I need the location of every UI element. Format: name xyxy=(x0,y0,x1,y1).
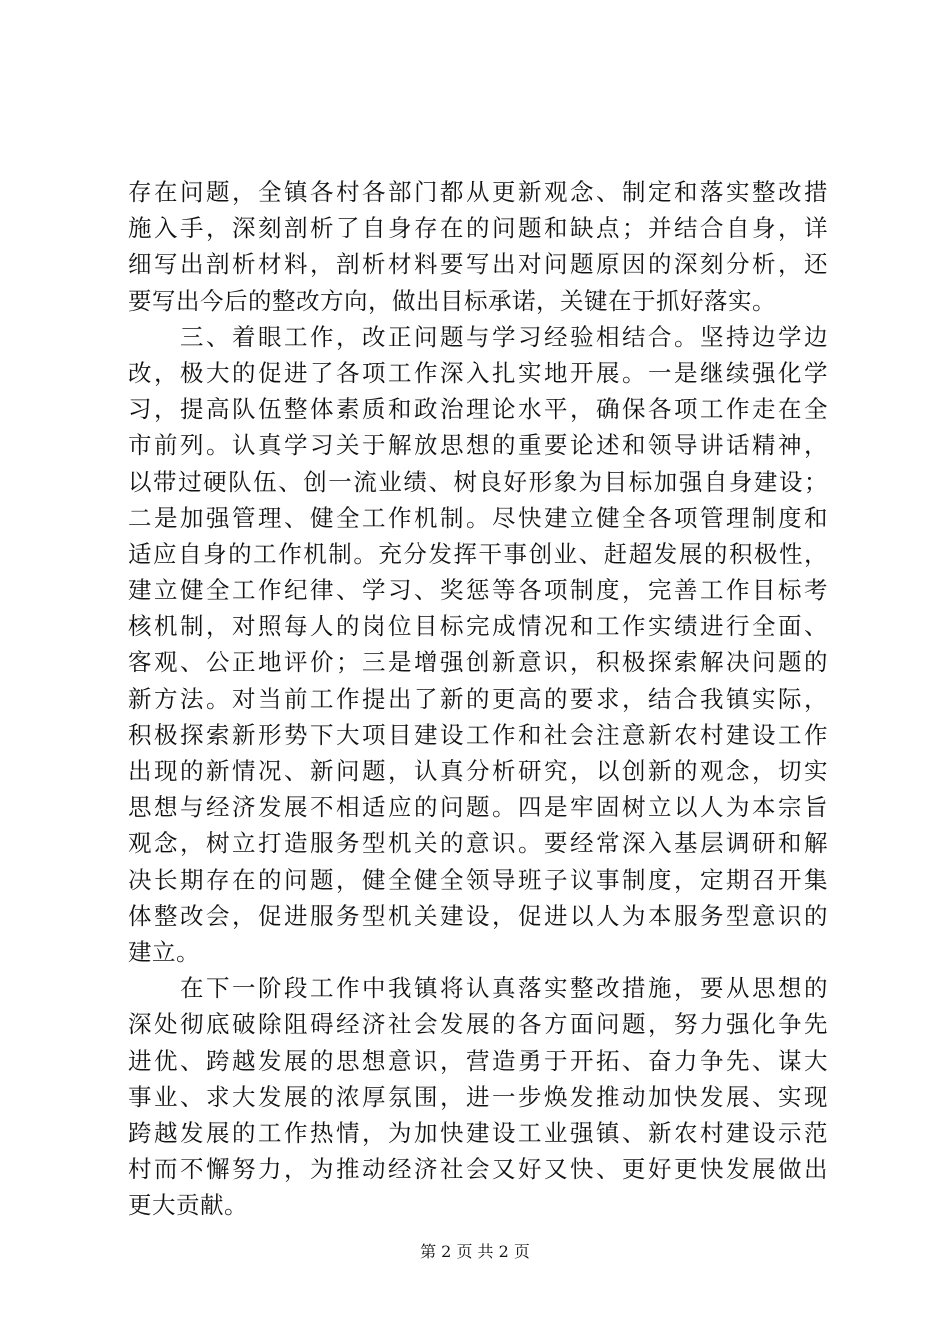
text-line: 出现的新情况、新问题，认真分析研究，以创新的观念，切实 xyxy=(128,757,828,785)
text-line: 观念，树立打造服务型机关的意识。要经常深入基层调研和解 xyxy=(128,829,828,858)
text-line: 细写出剖析材料，剖析材料要写出对问题原因的深刻分析，还 xyxy=(128,250,828,279)
page-number-footer: 第 2 页 共 2 页 xyxy=(420,1242,530,1261)
text-line: 进优、跨越发展的思想意识，营造勇于开拓、奋力争先、谋大 xyxy=(128,1046,828,1075)
text-line: 市前列。认真学习关于解放思想的重要论述和领导讲话精神， xyxy=(128,431,828,460)
text-line: 适应自身的工作机制。充分发挥干事创业、赶超发展的积极性， xyxy=(128,539,828,568)
text-line: 二是加强管理、健全工作机制。尽快建立健全各项管理制度和 xyxy=(128,503,828,532)
text-line: 村而不懈努力，为推动经济社会又好又快、更好更快发展做出 xyxy=(128,1155,828,1184)
text-line: 更大贡献。 xyxy=(128,1191,248,1220)
text-line: 改，极大的促进了各项工作深入扎实地开展。一是继续强化学 xyxy=(128,358,828,387)
text-line: 客观、公正地评价；三是增强创新意识，积极探索解决问题的 xyxy=(128,648,828,677)
text-line: 要写出今后的整改方向，做出目标承诺，关键在于抓好落实。 xyxy=(128,286,776,315)
text-line: 建立。 xyxy=(128,937,200,966)
text-line: 深处彻底破除阻碍经济社会发展的各方面问题，努力强化争先 xyxy=(128,1010,828,1039)
text-line: 三、着眼工作，改正问题与学习经验相结合。坚持边学边 xyxy=(128,322,828,351)
text-line: 思想与经济发展不相适应的问题。四是牢固树立以人为本宗旨 xyxy=(128,793,828,822)
text-line: 习，提高队伍整体素质和政治理论水平，确保各项工作走在全 xyxy=(128,395,828,424)
text-line: 核机制，对照每人的岗位目标完成情况和工作实绩进行全面、 xyxy=(128,612,828,641)
text-line: 积极探索新形势下大项目建设工作和社会注意新农村建设工作 xyxy=(128,720,828,749)
text-line: 决长期存在的问题，健全健全领导班子议事制度，定期召开集 xyxy=(128,865,828,894)
text-line: 新方法。对当前工作提出了新的更高的要求，结合我镇实际， xyxy=(128,684,828,713)
body-text xyxy=(128,174,828,1223)
text-line: 施入手，深刻剖析了自身存在的问题和缺点；并结合自身，详 xyxy=(128,214,828,243)
text-line: 事业、求大发展的浓厚氛围，进一步焕发推动加快发展、实现 xyxy=(128,1082,828,1111)
text-line: 存在问题，全镇各村各部门都从更新观念、制定和落实整改措 xyxy=(128,178,828,206)
text-line: 体整改会，促进服务型机关建设，促进以人为本服务型意识的 xyxy=(128,901,828,930)
text-line: 在下一阶段工作中我镇将认真落实整改措施，要从思想的 xyxy=(128,974,828,1003)
text-line: 建立健全工作纪律、学习、奖惩等各项制度，完善工作目标考 xyxy=(128,576,828,605)
text-line: 以带过硬队伍、创一流业绩、树良好形象为目标加强自身建设； xyxy=(128,467,828,496)
text-line: 跨越发展的工作热情，为加快建设工业强镇、新农村建设示范 xyxy=(128,1118,828,1147)
